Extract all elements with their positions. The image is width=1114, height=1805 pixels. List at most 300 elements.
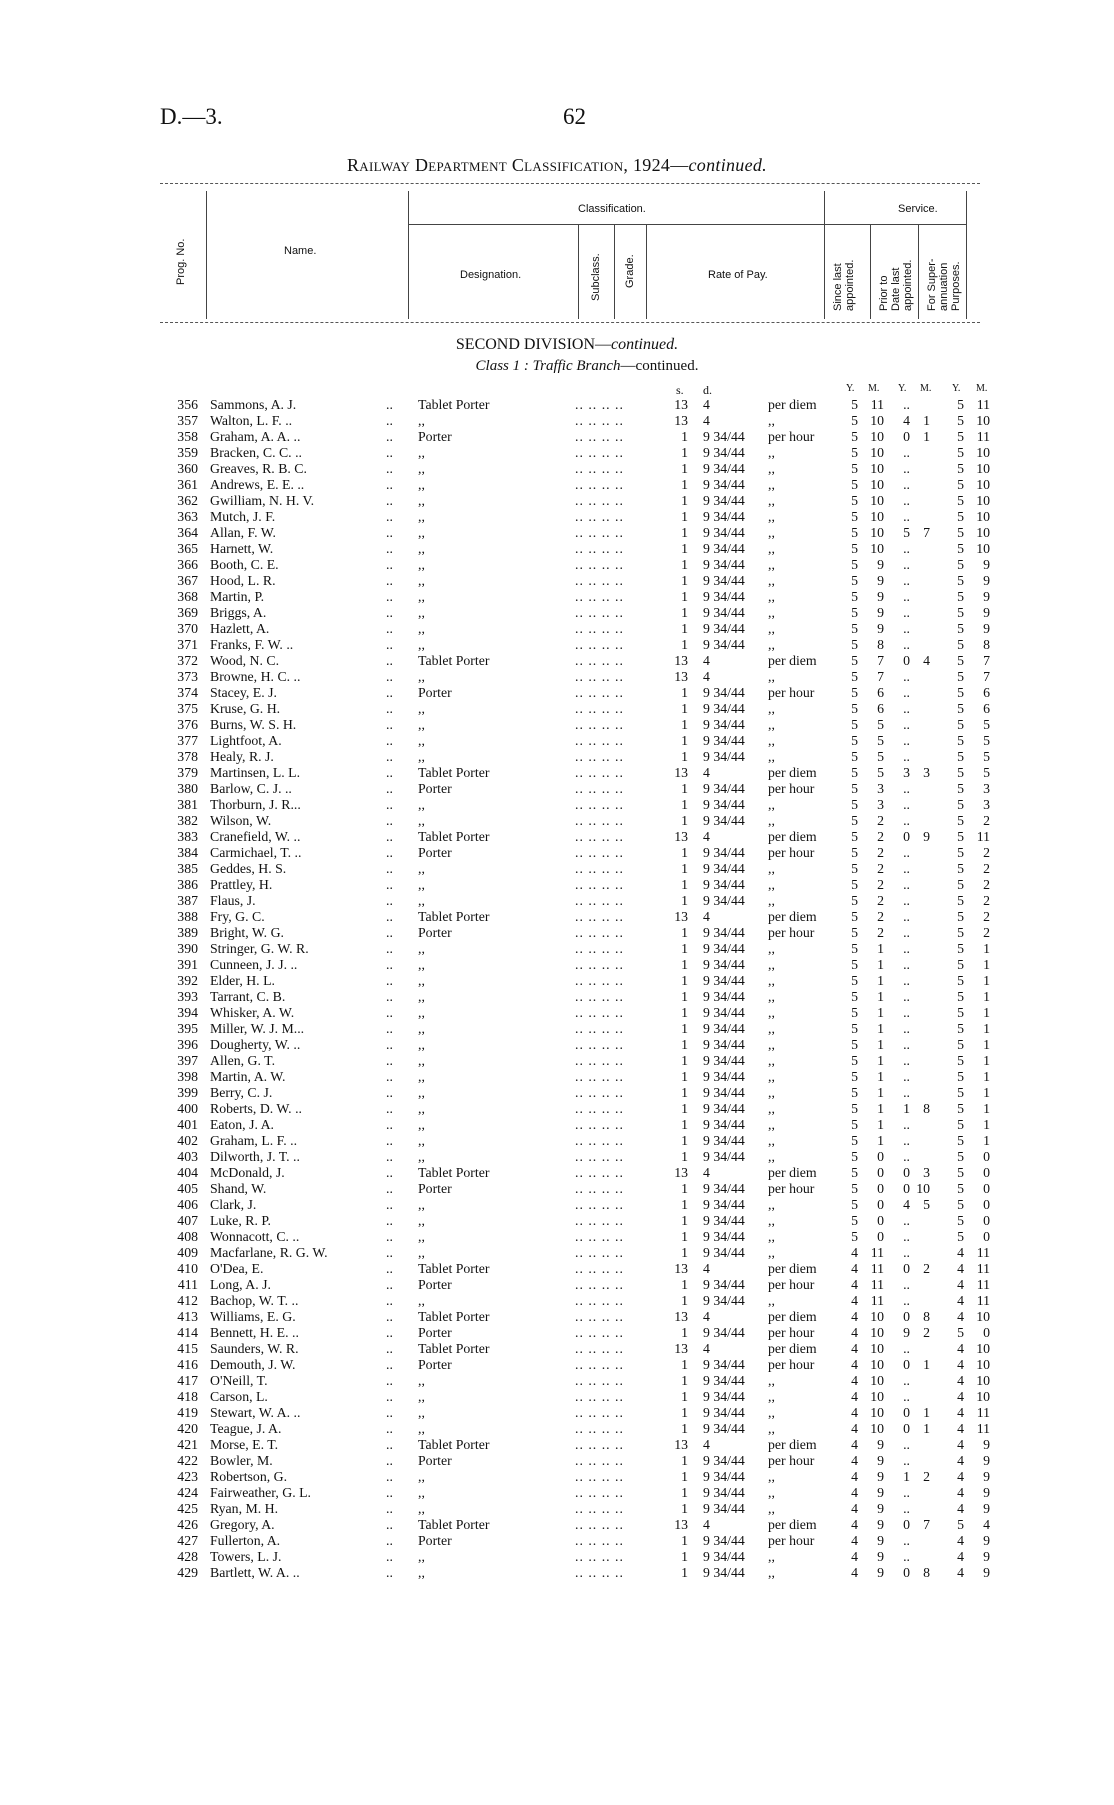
prog-number: 418	[177, 1389, 198, 1404]
rate-basis: per diem	[768, 653, 817, 668]
rate-basis: per diem	[768, 765, 817, 780]
since-last-months: 9	[877, 621, 884, 636]
leader-dots: ..	[386, 1293, 393, 1308]
super-years: 5	[957, 813, 964, 828]
rate-basis: ,,	[768, 877, 775, 892]
table-row	[0, 813, 1114, 829]
since-last-years: 5	[851, 605, 858, 620]
super-months: 11	[976, 1277, 990, 1292]
rate-shillings: 1	[681, 1501, 688, 1516]
since-last-months: 7	[877, 653, 884, 668]
prog-number: 378	[177, 749, 198, 764]
rate-basis: ,,	[768, 797, 775, 812]
since-last-years: 5	[851, 557, 858, 572]
prior-months: 8	[923, 1101, 930, 1116]
table-row	[0, 1373, 1114, 1389]
title-suffix: continued.	[688, 155, 767, 175]
since-last-years: 5	[851, 749, 858, 764]
leader-dots: ..	[386, 1469, 393, 1484]
designation: ,,	[418, 989, 425, 1004]
super-months: 11	[976, 1293, 990, 1308]
since-last-years: 5	[851, 1021, 858, 1036]
super-years: 5	[957, 1165, 964, 1180]
rate-shillings: 1	[681, 589, 688, 604]
table-row	[0, 477, 1114, 493]
since-last-years: 5	[851, 493, 858, 508]
since-last-years: 5	[851, 653, 858, 668]
leader-dots: .. .. .. ..	[575, 413, 624, 428]
leader-dots: ..	[386, 1405, 393, 1420]
since-last-years: 5	[851, 1037, 858, 1052]
rate-pence: 9 34/44	[703, 813, 745, 828]
leader-dots: .. .. .. ..	[575, 861, 624, 876]
leader-dots: ..	[386, 941, 393, 956]
table-row	[0, 1341, 1114, 1357]
prior-months: 7	[923, 1517, 930, 1532]
leader-dots: .. .. .. ..	[575, 1101, 624, 1116]
leader-dots: .. .. .. ..	[575, 1197, 624, 1212]
leader-dots: .. .. .. ..	[575, 605, 624, 620]
designation: Tablet Porter	[418, 653, 490, 668]
since-last-years: 4	[851, 1421, 858, 1436]
staff-name: Wilson, W.	[210, 813, 272, 828]
table-row	[0, 1437, 1114, 1453]
staff-name: Burns, W. S. H.	[210, 717, 297, 732]
leader-dots: ..	[386, 493, 393, 508]
rate-shillings: 1	[681, 861, 688, 876]
divider	[824, 191, 825, 319]
leader-dots: ..	[386, 1341, 393, 1356]
leader-dots: ..	[386, 461, 393, 476]
super-months: 9	[983, 589, 990, 604]
since-last-months: 9	[877, 605, 884, 620]
designation: Porter	[418, 1453, 452, 1468]
since-last-months: 10	[870, 1421, 884, 1436]
table-row	[0, 1133, 1114, 1149]
since-last-months: 3	[877, 797, 884, 812]
super-months: 9	[983, 1453, 990, 1468]
rate-pence: 9 34/44	[703, 733, 745, 748]
prior-months: 1	[923, 413, 930, 428]
designation: ,,	[418, 861, 425, 876]
prog-number: 403	[177, 1149, 198, 1164]
header-subclass: Subclass.	[590, 253, 602, 301]
since-last-months: 10	[870, 413, 884, 428]
table-row	[0, 573, 1114, 589]
since-last-years: 5	[851, 1149, 858, 1164]
since-last-years: 4	[851, 1261, 858, 1276]
staff-name: Greaves, R. B. C.	[210, 461, 307, 476]
designation: ,,	[418, 461, 425, 476]
super-months: 7	[983, 669, 990, 684]
prog-number: 377	[177, 733, 198, 748]
leader-dots: ..	[386, 685, 393, 700]
rate-pence: 9 34/44	[703, 685, 745, 700]
prog-number: 393	[177, 989, 198, 1004]
rate-pence: 4	[703, 413, 710, 428]
super-years: 5	[957, 1037, 964, 1052]
rate-shillings: 1	[681, 1085, 688, 1100]
super-years: 5	[957, 413, 964, 428]
since-last-years: 5	[851, 957, 858, 972]
designation: ,,	[418, 1069, 425, 1084]
prog-number: 388	[177, 909, 198, 924]
leader-dots: .. .. .. ..	[575, 1181, 624, 1196]
leader-dots: ..	[386, 893, 393, 908]
since-last-years: 4	[851, 1549, 858, 1564]
table-row	[0, 605, 1114, 621]
leader-dots: .. .. .. ..	[575, 1165, 624, 1180]
rate-basis: per diem	[768, 1341, 817, 1356]
rate-shillings: 1	[681, 1053, 688, 1068]
super-months: 11	[976, 1261, 990, 1276]
table-row	[0, 749, 1114, 765]
prog-number: 374	[177, 685, 198, 700]
super-years: 5	[957, 717, 964, 732]
since-last-years: 5	[851, 733, 858, 748]
rate-pence: 9 34/44	[703, 989, 745, 1004]
table-row	[0, 1181, 1114, 1197]
staff-name: Franks, F. W. ..	[210, 637, 294, 652]
rate-pence: 4	[703, 1309, 710, 1324]
rate-basis: ,,	[768, 1389, 775, 1404]
rate-pence: 9 34/44	[703, 557, 745, 572]
leader-dots: ..	[386, 1437, 393, 1452]
leader-dots: .. .. .. ..	[575, 541, 624, 556]
since-last-months: 1	[877, 1117, 884, 1132]
rate-shillings: 1	[681, 1469, 688, 1484]
prog-number: 385	[177, 861, 198, 876]
since-last-months: 0	[877, 1165, 884, 1180]
table-row	[0, 1277, 1114, 1293]
leader-dots: .. .. .. ..	[575, 669, 624, 684]
since-last-months: 11	[870, 1277, 884, 1292]
since-last-months: 0	[877, 1181, 884, 1196]
rate-basis: per diem	[768, 909, 817, 924]
table-row	[0, 1037, 1114, 1053]
rate-basis: ,,	[768, 1485, 775, 1500]
super-years: 5	[957, 957, 964, 972]
super-years: 5	[957, 925, 964, 940]
designation: ,,	[418, 1021, 425, 1036]
super-years: 5	[957, 605, 964, 620]
division-title: SECOND DIVISION—continued.	[455, 336, 679, 353]
designation: ,,	[418, 541, 425, 556]
prior-years: ..	[903, 1437, 910, 1452]
designation: ,,	[418, 525, 425, 540]
table-row	[0, 1517, 1114, 1533]
super-years: 5	[957, 1133, 964, 1148]
designation: ,,	[418, 1005, 425, 1020]
prog-number: 368	[177, 589, 198, 604]
leader-dots: .. .. .. ..	[575, 1357, 624, 1372]
header-designation: Designation.	[460, 269, 522, 281]
rate-basis: ,,	[768, 1405, 775, 1420]
rate-shillings: 1	[681, 733, 688, 748]
since-last-months: 9	[877, 1565, 884, 1580]
super-months: 1	[983, 1133, 990, 1148]
since-last-years: 5	[851, 701, 858, 716]
leader-dots: .. .. .. ..	[575, 1245, 624, 1260]
since-last-months: 10	[870, 493, 884, 508]
rate-basis: ,,	[768, 1293, 775, 1308]
rate-pence: 9 34/44	[703, 861, 745, 876]
rate-basis: ,,	[768, 525, 775, 540]
header-top-rule	[160, 183, 980, 184]
super-years: 4	[957, 1501, 964, 1516]
leader-dots: .. .. .. ..	[575, 1229, 624, 1244]
super-months: 9	[983, 605, 990, 620]
rate-pence: 9 34/44	[703, 1117, 745, 1132]
prior-years: 9	[903, 1325, 910, 1340]
since-last-months: 10	[870, 1373, 884, 1388]
leader-dots: .. .. .. ..	[575, 445, 624, 460]
super-years: 5	[957, 525, 964, 540]
prior-months: 1	[923, 1405, 930, 1420]
super-years: 5	[957, 1149, 964, 1164]
table-row	[0, 957, 1114, 973]
since-last-years: 5	[851, 989, 858, 1004]
rate-pence: 9 34/44	[703, 1453, 745, 1468]
rate-basis: per diem	[768, 1517, 817, 1532]
staff-name: Graham, L. F. ..	[210, 1133, 298, 1148]
leader-dots: ..	[386, 1357, 393, 1372]
since-last-months: 10	[870, 525, 884, 540]
staff-name: Barlow, C. J. ..	[210, 781, 292, 796]
header-rate-of-pay: Rate of Pay.	[708, 269, 768, 281]
staff-name: Prattley, H.	[210, 877, 273, 892]
rate-basis: per hour	[768, 1325, 815, 1340]
rate-pence: 9 34/44	[703, 1533, 745, 1548]
rate-pence: 9 34/44	[703, 637, 745, 652]
leader-dots: ..	[386, 413, 393, 428]
rate-shillings: 1	[681, 1405, 688, 1420]
leader-dots: ..	[386, 813, 393, 828]
super-months: 1	[983, 1037, 990, 1052]
leader-dots: .. .. .. ..	[575, 1469, 624, 1484]
super-months: 0	[983, 1229, 990, 1244]
leader-dots: .. .. .. ..	[575, 749, 624, 764]
since-last-years: 5	[851, 973, 858, 988]
since-last-years: 5	[851, 941, 858, 956]
leader-dots: ..	[386, 1533, 393, 1548]
rate-basis: per diem	[768, 1437, 817, 1452]
leader-dots: ..	[386, 1053, 393, 1068]
prior-years: 0	[903, 429, 910, 444]
since-last-months: 8	[877, 637, 884, 652]
rate-basis: ,,	[768, 717, 775, 732]
since-last-months: 1	[877, 1021, 884, 1036]
leader-dots: ..	[386, 1213, 393, 1228]
prior-years: ..	[903, 989, 910, 1004]
table-row	[0, 1005, 1114, 1021]
rate-basis: ,,	[768, 1213, 775, 1228]
prog-number: 422	[177, 1453, 198, 1468]
prior-years: 0	[903, 653, 910, 668]
prior-years: ..	[903, 1117, 910, 1132]
since-last-years: 4	[851, 1501, 858, 1516]
rate-basis: ,,	[768, 1501, 775, 1516]
rate-shillings: 1	[681, 749, 688, 764]
staff-name: Mutch, J. F.	[210, 509, 276, 524]
staff-name: Bennett, H. E. ..	[210, 1325, 299, 1340]
leader-dots: .. .. .. ..	[575, 1341, 624, 1356]
rate-pence: 9 34/44	[703, 973, 745, 988]
prog-number: 404	[177, 1165, 198, 1180]
rate-shillings: 13	[674, 1165, 688, 1180]
rate-pence: 4	[703, 1341, 710, 1356]
rate-pence: 4	[703, 829, 710, 844]
leader-dots: ..	[386, 573, 393, 588]
unit-pence: d.	[703, 383, 712, 397]
table-row	[0, 461, 1114, 477]
rate-pence: 9 34/44	[703, 717, 745, 732]
super-years: 5	[957, 477, 964, 492]
since-last-months: 10	[870, 1325, 884, 1340]
branch-suffix: continued.	[635, 358, 699, 374]
since-last-years: 5	[851, 797, 858, 812]
staff-name: Shand, W.	[210, 1181, 267, 1196]
rate-shillings: 1	[681, 1037, 688, 1052]
rate-pence: 4	[703, 1517, 710, 1532]
rate-pence: 9 34/44	[703, 1133, 745, 1148]
designation: ,,	[418, 973, 425, 988]
since-last-months: 9	[877, 557, 884, 572]
prior-years: ..	[903, 749, 910, 764]
leader-dots: .. .. .. ..	[575, 589, 624, 604]
designation: ,,	[418, 1549, 425, 1564]
since-last-months: 5	[877, 765, 884, 780]
rate-basis: per hour	[768, 685, 815, 700]
leader-dots: .. .. .. ..	[575, 477, 624, 492]
leader-dots: ..	[386, 909, 393, 924]
designation: ,,	[418, 1389, 425, 1404]
super-months: 9	[983, 573, 990, 588]
since-last-years: 4	[851, 1293, 858, 1308]
super-months: 1	[983, 1053, 990, 1068]
since-last-months: 0	[877, 1197, 884, 1212]
leader-dots: .. .. .. ..	[575, 1565, 624, 1580]
since-last-years: 5	[851, 861, 858, 876]
super-years: 5	[957, 1197, 964, 1212]
super-years: 5	[957, 1181, 964, 1196]
leader-dots: ..	[386, 621, 393, 636]
since-last-months: 0	[877, 1229, 884, 1244]
designation: ,,	[418, 557, 425, 572]
staff-name: O'Neill, T.	[210, 1373, 268, 1388]
since-last-years: 4	[851, 1405, 858, 1420]
since-last-years: 4	[851, 1309, 858, 1324]
prog-number: 369	[177, 605, 198, 620]
super-months: 1	[983, 973, 990, 988]
prog-number: 357	[177, 413, 198, 428]
since-last-months: 2	[877, 829, 884, 844]
leader-dots: ..	[386, 397, 393, 412]
super-years: 5	[957, 797, 964, 812]
since-last-months: 2	[877, 925, 884, 940]
staff-name: Browne, H. C. ..	[210, 669, 301, 684]
prior-years: ..	[903, 605, 910, 620]
designation: ,,	[418, 1469, 425, 1484]
prog-number: 410	[177, 1261, 198, 1276]
leader-dots: .. .. .. ..	[575, 509, 624, 524]
prior-years: 0	[903, 1517, 910, 1532]
since-last-years: 4	[851, 1565, 858, 1580]
table-row	[0, 493, 1114, 509]
super-years: 5	[957, 669, 964, 684]
super-years: 4	[957, 1437, 964, 1452]
rate-basis: ,,	[768, 1149, 775, 1164]
super-years: 5	[957, 989, 964, 1004]
leader-dots: .. .. .. ..	[575, 1085, 624, 1100]
prior-months: 10	[916, 1181, 930, 1196]
designation: ,,	[418, 477, 425, 492]
since-last-years: 4	[851, 1469, 858, 1484]
prior-years: ..	[903, 973, 910, 988]
staff-name: O'Dea, E.	[210, 1261, 264, 1276]
designation: Tablet Porter	[418, 765, 490, 780]
table-row	[0, 445, 1114, 461]
leader-dots: .. .. .. ..	[575, 637, 624, 652]
table-row	[0, 1565, 1114, 1581]
leader-dots: ..	[386, 1517, 393, 1532]
designation: ,,	[418, 1101, 425, 1116]
super-years: 5	[957, 1069, 964, 1084]
rate-shillings: 1	[681, 1373, 688, 1388]
prior-years: ..	[903, 957, 910, 972]
table-row	[0, 1261, 1114, 1277]
super-years: 4	[957, 1405, 964, 1420]
leader-dots: ..	[386, 1549, 393, 1564]
super-months: 0	[983, 1165, 990, 1180]
rate-basis: ,,	[768, 1053, 775, 1068]
super-months: 10	[976, 541, 990, 556]
table-row	[0, 1117, 1114, 1133]
prior-years: 0	[903, 1405, 910, 1420]
leader-dots: ..	[386, 637, 393, 652]
prior-years: 0	[903, 1421, 910, 1436]
rate-shillings: 1	[681, 621, 688, 636]
prog-number: 406	[177, 1197, 198, 1212]
super-years: 5	[957, 845, 964, 860]
leader-dots: ..	[386, 477, 393, 492]
rate-shillings: 1	[681, 541, 688, 556]
staff-name: Walton, L. F. ..	[210, 413, 293, 428]
since-last-months: 3	[877, 781, 884, 796]
rate-basis: ,,	[768, 413, 775, 428]
leader-dots: ..	[386, 1277, 393, 1292]
since-last-months: 10	[870, 477, 884, 492]
prior-years: ..	[903, 1037, 910, 1052]
super-years: 5	[957, 893, 964, 908]
staff-name: Whisker, A. W.	[210, 1005, 295, 1020]
rate-shillings: 1	[681, 957, 688, 972]
super-months: 5	[983, 733, 990, 748]
prog-number: 386	[177, 877, 198, 892]
since-last-months: 10	[870, 541, 884, 556]
rate-pence: 9 34/44	[703, 1549, 745, 1564]
leader-dots: .. .. .. ..	[575, 797, 624, 812]
since-last-months: 2	[877, 877, 884, 892]
prog-number: 409	[177, 1245, 198, 1260]
since-last-months: 9	[877, 1437, 884, 1452]
rate-basis: ,,	[768, 1229, 775, 1244]
prior-months: 5	[923, 1197, 930, 1212]
staff-name: Hazlett, A.	[210, 621, 270, 636]
super-months: 0	[983, 1325, 990, 1340]
designation: ,,	[418, 1485, 425, 1500]
staff-name: Miller, W. J. M...	[210, 1021, 305, 1036]
